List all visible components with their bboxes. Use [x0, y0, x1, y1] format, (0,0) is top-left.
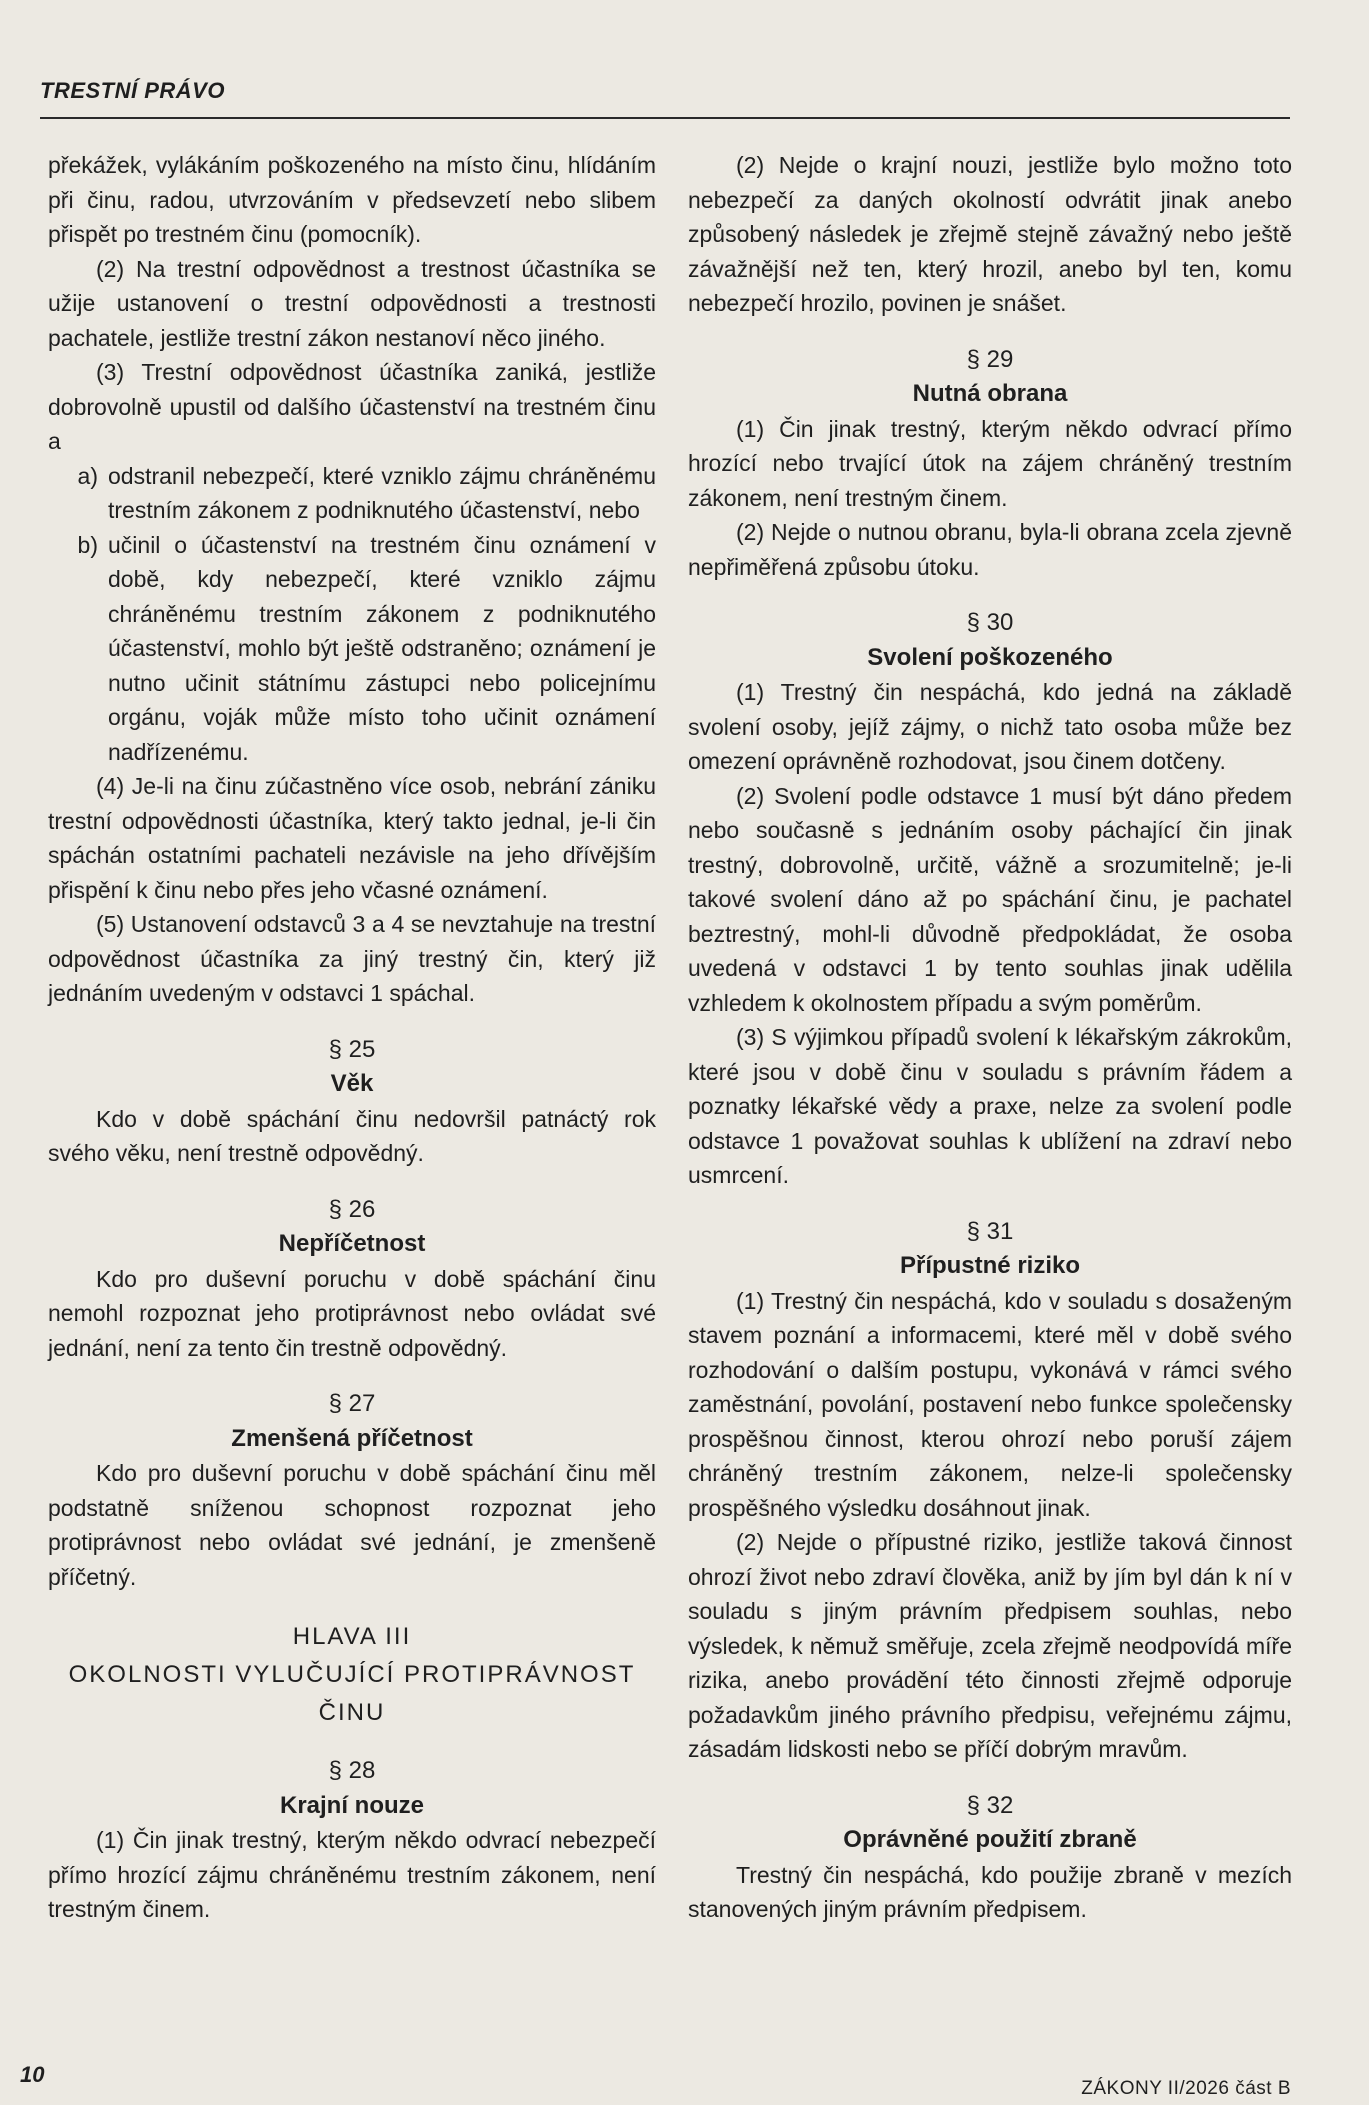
section-number: § 27 — [328, 1390, 376, 1417]
section-title: Nutná obrana — [912, 380, 1068, 407]
paragraph: Kdo pro duševní poruchu v době spáchání činu nemohl rozpoznat jeho protiprávnost nebo ovládat své jednání, není za tento čin trestně odpovědný. — [48, 1265, 656, 1361]
section-number: § 25 — [328, 1035, 376, 1063]
section-title: Věk — [330, 1070, 374, 1097]
chapter-title-line-2: ČINU — [318, 1699, 386, 1726]
paragraph: (4) Je-li na činu zúčastněno více osob, nebrání zániku trestní odpovědnosti účastníka, který takto jednal, je-li čin spáchán ostatními pachateli nezávisle na jeho dřívějším přispění k činu nebo přes jeho včasné oznámení. — [48, 773, 656, 903]
paragraph: (3) S výjimkou případů svolení k lékařským zákrokům, které jsou v době činu v souladu s právním řádem a poznatky lékařské vědy a praxe, nelze za svolení podle odstavce 1 považovat souhlas k ublížení na zdraví nebo usmrcení. — [688, 1024, 1292, 1188]
paragraph: (1) Trestný čin nespáchá, kdo jedná na základě svolení osoby, jejíž zájmy, o nichž tato osoba může bez omezení oprávněně rozhodovat, jsou činem dotčeny. — [688, 679, 1292, 774]
chapter-title-line-1: OKOLNOSTI VYLUČUJÍCÍ PROTIPRÁVNOST — [68, 1661, 636, 1688]
header-rule — [40, 117, 1290, 119]
paragraph: (1) Trestný čin nespáchá, kdo v souladu s dosaženým stavem poznání a informacemi, které měl v době svého rozhodování o dalším postupu, vykonává v rámci svého zaměstnání, povolání, postavení nebo funkce společensky prospěšnou činnost, kterou ohrozí nebo poruší zájem chráněný trestním zákonem, nelze-li společensky prospěšného výsledku dosáhnout jinak. — [688, 1287, 1292, 1521]
list-item-text: odstranil nebezpečí, které vzniklo zájmu chráněnému trestním zákonem z podniknutého účastenství, nebo — [108, 462, 656, 523]
paragraph: překážek, vylákáním poškozeného na místo činu, hlídáním při činu, radou, utvrzováním v předsevzetí nebo slibem přispět po trestném činu (pomocník). — [48, 152, 656, 247]
section-title: Zmenšená příčetnost — [231, 1424, 473, 1452]
paragraph: (2) Nejde o přípustné riziko, jestliže taková činnost ohrozí život nebo zdraví člověka, aniž by jím byl dán k ní v souladu s jiným právním předpisem souhlas, nebo výsledek, k němuž směřuje, zcela zřejmě neodpovídá míře rizika, anebo provádění této činnosti zřejmě odporuje požadavkům jiného právního předpisu, veřejnému zájmu, zásadám lidskosti nebo se příčí dobrým mravům. — [688, 1529, 1292, 1762]
paragraph: Kdo pro duševní poruchu v době spáchání činu měl podstatně sníženou schopnost rozpoznat jeho protiprávnost nebo ovládat své jednání, je zmenšeně příčetný. — [48, 1460, 656, 1590]
section-title: Svolení poškozeného — [867, 643, 1113, 671]
paragraph: (1) Čin jinak trestný, kterým někdo odvrací nebezpečí přímo hrozící zájmu chráněnému trestním zákonem, není trestným činem. — [48, 1827, 656, 1922]
section-title: Krajní nouze — [279, 1791, 424, 1819]
section-number: § 31 — [966, 1217, 1014, 1245]
section-number: § 32 — [966, 1791, 1014, 1819]
left-column — [48, 148, 656, 1927]
paragraph: (2) Svolení podle odstavce 1 musí být dáno předem nebo současně s jednáním osoby páchající čin jinak trestný, dobrovolně, určitě, vážně a srozumitelně; je-li takové svolení dáno až po spáchání činu, je pachatel beztrestný, mohl-li důvodně předpokládat, že osoba uvedená v odstavci 1 by tento souhlas jinak udělila vzhledem k okolnostem případu a svým poměrům. — [688, 782, 1292, 1016]
section-title: Oprávněné použití zbraně — [843, 1826, 1137, 1853]
list-item — [48, 528, 656, 770]
paragraph: Trestný čin nespáchá, kdo použije zbraně v mezích stanovených jiným právním předpisem. — [688, 1861, 1292, 1922]
section-number: § 26 — [328, 1195, 376, 1223]
list-item-text: učinil o účastenství na trestném činu oznámení v době, kdy nebezpečí, které vzniklo zájmu chráněnému trestním zákonem z podniknutého účastenství, mohlo být ještě odstraněno; oznámení je nutno učinit státnímu zástupci nebo policejnímu orgánu, voják může místo toho učinit oznámení nadřízenému. — [108, 531, 656, 765]
section-title: Přípustné riziko — [899, 1252, 1081, 1279]
paragraph: (3) Trestní odpovědnost účastníka zaniká, jestliže dobrovolně upustil od dalšího účastenství na trestném činu a — [48, 359, 656, 454]
list-marker: b) — [77, 531, 98, 558]
paragraph: (1) Čin jinak trestný, kterým někdo odvrací přímo hrozící nebo trvající útok na zájem chráněný trestním zákonem, není trestným činem. — [688, 415, 1292, 511]
section-title: Nepříčetnost — [278, 1230, 426, 1257]
paragraph: (2) Na trestní odpovědnost a trestnost účastníka se užije ustanovení o trestní odpovědnosti a trestnosti pachatele, jestliže trestní zákon nestanoví něco jiného. — [48, 255, 656, 351]
paragraph: (2) Nejde o nutnou obranu, byla-li obrana zcela zjevně nepřiměřená způsobu útoku. — [688, 519, 1292, 580]
paragraph: (5) Ustanovení odstavců 3 a 4 se nevztahuje na trestní odpovědnost účastníka za jiný trestný čin, který již jednáním uvedeným v odstavci 1 spáchal. — [48, 911, 656, 1006]
right-column — [688, 148, 1292, 1927]
publication-footer: ZÁKONY II/2026 část B — [1081, 2078, 1291, 2099]
list-marker: a) — [77, 462, 98, 489]
section-number: § 30 — [966, 609, 1014, 636]
chapter-number: HLAVA III — [292, 1623, 412, 1650]
paragraph: (2) Nejde o krajní nouzi, jestliže bylo možno toto nebezpečí za daných okolností odvrátit jinak anebo způsobený následek je zřejmě stejně závažný nebo ještě závažnější než ten, který hrozil, anebo byl ten, komu nebezpečí hrozilo, povinen je snášet. — [688, 152, 1292, 316]
section-number: § 28 — [328, 1757, 376, 1784]
list-item — [48, 459, 656, 528]
page-number: 10 — [20, 2062, 45, 2087]
section-number: § 29 — [966, 345, 1014, 373]
paragraph: Kdo v době spáchání činu nedovršil patnáctý rok svého věku, není trestně odpovědný. — [48, 1105, 656, 1166]
chapter-heading — [48, 1618, 656, 1732]
running-title: TRESTNÍ PRÁVO — [40, 78, 225, 103]
